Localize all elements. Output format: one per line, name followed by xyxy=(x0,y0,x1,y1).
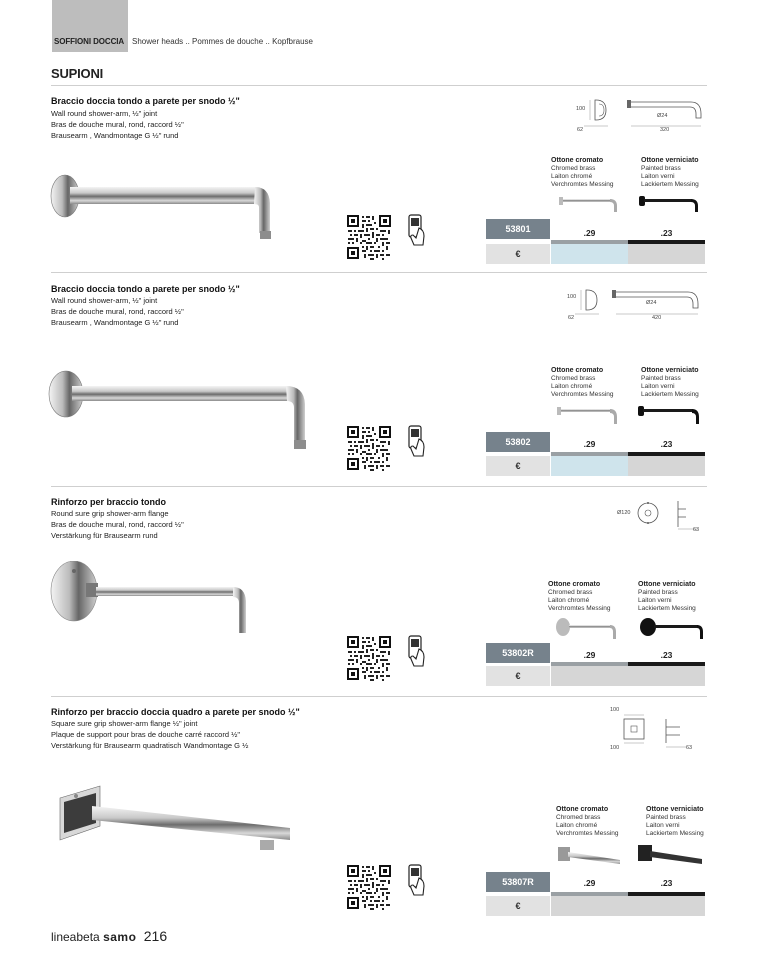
finish-chrome-de: Verchromtes Messing xyxy=(551,391,614,398)
price-painted: .23 xyxy=(660,228,673,238)
finish-painted-label xyxy=(638,581,696,613)
product-desc-en: Round sure grip shower-arm flange xyxy=(51,509,169,518)
page-number: 216 xyxy=(143,928,168,944)
chrome-swatch-image xyxy=(556,843,624,869)
finish-chrome-en: Chromed brass xyxy=(548,589,593,596)
finish-painted-de: Lackiertem Messing xyxy=(646,830,704,837)
product-desc-fr: Plaque de support pour bras de douche carré raccord ½" xyxy=(51,730,241,739)
qr-code[interactable] xyxy=(346,864,392,910)
phone-scan-icon xyxy=(406,635,426,667)
finish-painted-title: Ottone verniciato xyxy=(638,581,696,588)
painted-swatch-image xyxy=(638,617,708,641)
finish-painted-title: Ottone verniciato xyxy=(646,806,704,813)
product-desc-en: Wall round shower-arm, ½" joint xyxy=(51,296,158,305)
technical-drawing xyxy=(565,286,705,326)
painted-price-fill xyxy=(628,244,705,264)
shower-arm-image xyxy=(48,370,310,452)
finish-chrome-fr: Laiton chromé xyxy=(548,597,590,604)
technical-drawing xyxy=(570,96,706,138)
shower-arm-image xyxy=(50,171,280,243)
finish-painted-label xyxy=(646,806,704,838)
dim-depth: 63 xyxy=(693,527,700,533)
finish-painted-title: Ottone verniciato xyxy=(641,157,699,164)
price-chrome: .29 xyxy=(583,878,596,888)
finish-painted-en: Painted brass xyxy=(646,814,686,821)
finish-painted-fr: Laiton verni xyxy=(641,383,675,390)
dim-width: 100 xyxy=(610,707,620,713)
dim-length: 420 xyxy=(652,315,662,321)
phone-scan-icon xyxy=(406,425,426,457)
finish-chrome-label xyxy=(551,157,614,189)
product-title: Braccio doccia tondo a parete per snodo ½" xyxy=(51,284,240,294)
product-title: Braccio doccia tondo a parete per snodo ½" xyxy=(51,96,240,106)
product-code: 53802 xyxy=(486,432,550,452)
painted-price-fill xyxy=(628,456,705,476)
product-desc-fr: Bras de douche mural, rond, raccord ½" xyxy=(51,120,184,129)
finish-chrome-de: Verchromtes Messing xyxy=(551,181,614,188)
finish-chrome-de: Verchromtes Messing xyxy=(556,830,619,837)
category-subtitle: Shower heads .. Pommes de douche .. Kopfbrause xyxy=(132,37,313,46)
finish-painted-en: Painted brass xyxy=(638,589,678,596)
currency-cell: € xyxy=(486,456,550,476)
product-desc-de: Brausearm , Wandmontage G ½" rund xyxy=(51,318,179,327)
finish-chrome-title: Ottone cromato xyxy=(548,581,601,588)
finish-painted-label xyxy=(641,157,699,189)
finish-chrome-en: Chromed brass xyxy=(551,165,596,172)
product-code: 53802R xyxy=(486,643,550,663)
finish-painted-en: Painted brass xyxy=(641,165,681,172)
dim-diameter: Ø24 xyxy=(646,300,657,306)
finish-painted-fr: Laiton verni xyxy=(641,173,675,180)
painted-swatch-image xyxy=(636,841,706,869)
product-code: 53807R xyxy=(486,872,550,892)
product-desc-en: Wall round shower-arm, ½" joint xyxy=(51,109,158,118)
dim-diameter: Ø120 xyxy=(617,510,631,516)
finish-chrome-fr: Laiton chromé xyxy=(556,822,598,829)
category-tab-label: SOFFIONI DOCCIA xyxy=(54,37,125,46)
finish-painted-label xyxy=(641,367,699,399)
product-desc-de: Brausearm , Wandmontage G ½" rund xyxy=(51,131,179,140)
shower-arm-image xyxy=(50,561,260,637)
finish-chrome-en: Chromed brass xyxy=(551,375,596,382)
page-footer xyxy=(51,928,167,944)
phone-scan-icon xyxy=(406,214,426,246)
category-tab xyxy=(52,0,128,52)
chrome-price-fill xyxy=(551,244,628,264)
dim-height: 100 xyxy=(567,294,577,300)
chrome-swatch-image xyxy=(555,617,621,641)
finish-painted-de: Lackiertem Messing xyxy=(641,391,699,398)
finish-painted-de: Lackiertem Messing xyxy=(641,181,699,188)
price-chrome: .29 xyxy=(583,439,596,449)
dim-height: 100 xyxy=(576,106,586,112)
divider xyxy=(51,696,707,697)
price-painted: .23 xyxy=(660,439,673,449)
currency-cell: € xyxy=(486,896,550,916)
divider xyxy=(51,272,707,273)
chrome-swatch-image xyxy=(556,404,622,426)
finish-chrome-en: Chromed brass xyxy=(556,814,601,821)
brand-logo: samo xyxy=(103,930,137,944)
finish-chrome-title: Ottone cromato xyxy=(556,806,609,813)
price-chrome: .29 xyxy=(583,650,596,660)
product-desc-de: Verstärkung für Brausearm quadratisch Wandmontage G ½ xyxy=(51,741,249,750)
section-title: SUPIONI xyxy=(51,66,104,81)
dim-width: 62 xyxy=(577,127,584,133)
chrome-swatch-image xyxy=(558,194,622,214)
currency-cell: € xyxy=(486,244,550,264)
dim-width: 62 xyxy=(568,315,575,321)
finish-chrome-label xyxy=(548,581,611,613)
finish-chrome-fr: Laiton chromé xyxy=(551,383,593,390)
finish-painted-title: Ottone verniciato xyxy=(641,367,699,374)
finish-chrome-de: Verchromtes Messing xyxy=(548,605,611,612)
product-title: Rinforzo per braccio tondo xyxy=(51,497,167,507)
finish-chrome-label xyxy=(556,806,619,838)
finish-chrome-label xyxy=(551,367,614,399)
product-desc-fr: Bras de douche mural, rond, raccord ½" xyxy=(51,307,184,316)
currency-cell: € xyxy=(486,666,550,686)
painted-swatch-image xyxy=(638,194,702,214)
finish-painted-de: Lackiertem Messing xyxy=(638,605,696,612)
chrome-price-fill xyxy=(551,456,628,476)
product-desc-de: Verstärkung für Brausearm rund xyxy=(51,531,158,540)
qr-code[interactable] xyxy=(346,635,392,681)
phone-scan-icon xyxy=(406,864,426,896)
price-fill xyxy=(551,896,705,916)
product-desc-en: Square sure grip shower-arm flange ½" joint xyxy=(51,719,198,728)
product-code: 53801 xyxy=(486,219,550,239)
price-painted: .23 xyxy=(660,650,673,660)
price-chrome: .29 xyxy=(583,228,596,238)
divider xyxy=(51,486,707,487)
finish-painted-fr: Laiton verni xyxy=(646,822,680,829)
finish-painted-fr: Laiton verni xyxy=(638,597,672,604)
product-desc-fr: Bras de douche mural, rond, raccord ½" xyxy=(51,520,184,529)
page-header xyxy=(52,0,702,50)
price-painted: .23 xyxy=(660,878,673,888)
product-title: Rinforzo per braccio doccia quadro a parete per snodo ½" xyxy=(51,707,300,717)
price-fill xyxy=(551,666,705,686)
finish-chrome-fr: Laiton chromé xyxy=(551,173,593,180)
finish-painted-en: Painted brass xyxy=(641,375,681,382)
divider xyxy=(51,85,707,86)
dim-diameter: Ø24 xyxy=(657,113,668,119)
painted-swatch-image xyxy=(637,404,705,426)
qr-code[interactable] xyxy=(346,214,392,260)
finish-chrome-title: Ottone cromato xyxy=(551,157,604,164)
dim-depth: 63 xyxy=(686,745,693,751)
brand-prefix: lineabeta xyxy=(51,930,100,944)
finish-chrome-title: Ottone cromato xyxy=(551,367,604,374)
qr-code[interactable] xyxy=(346,425,392,471)
shower-arm-image xyxy=(56,782,292,858)
dim-length: 320 xyxy=(660,127,670,133)
dim-height: 100 xyxy=(610,745,620,751)
